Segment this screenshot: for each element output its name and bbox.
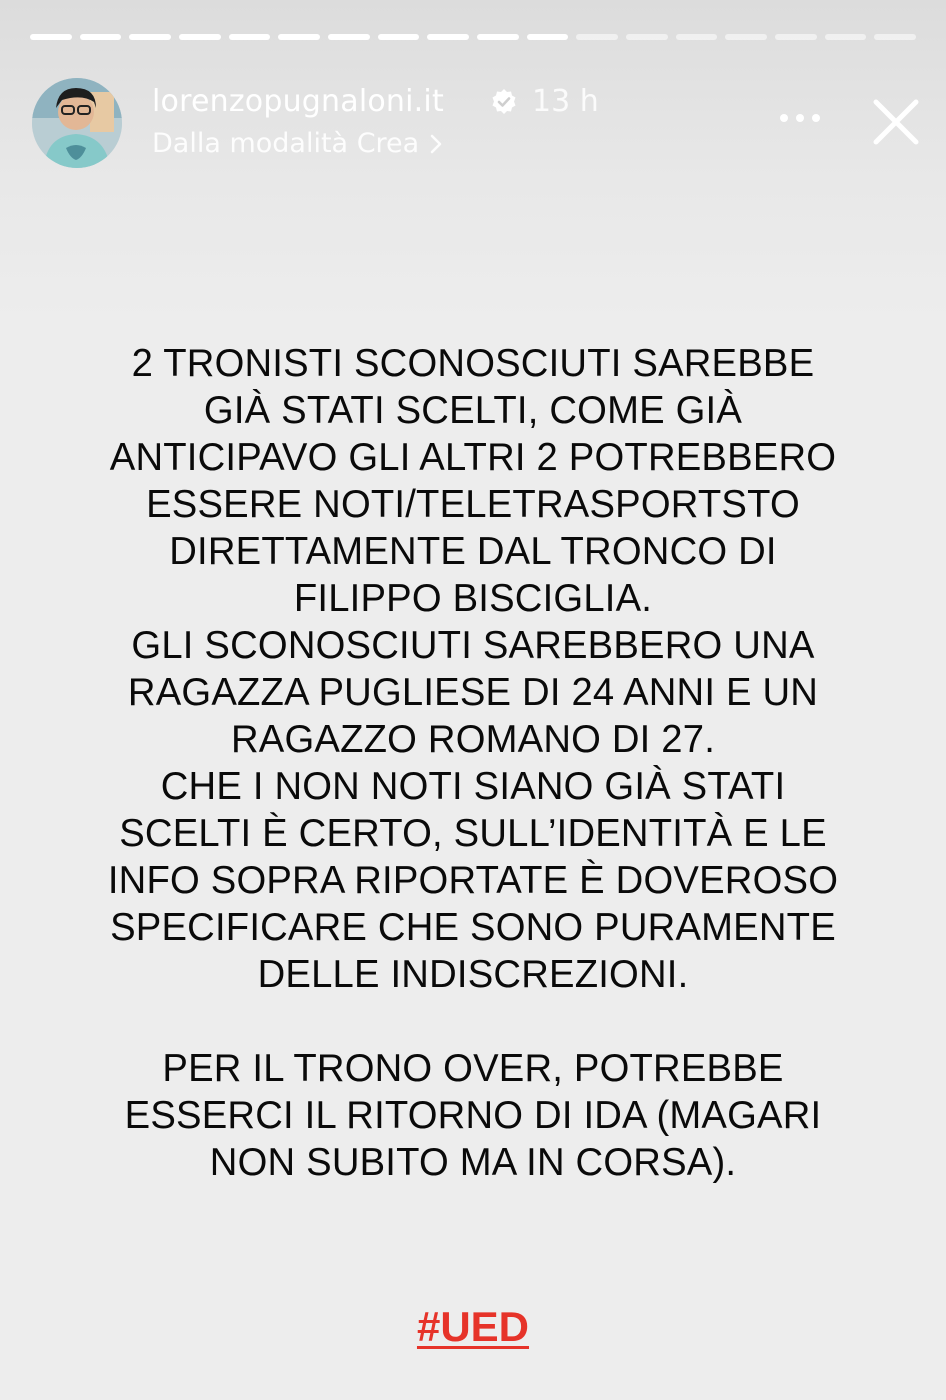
- progress-segment: [527, 34, 569, 40]
- progress-segment: [328, 34, 370, 40]
- story-header: [32, 78, 922, 168]
- progress-segment: [477, 34, 519, 40]
- progress-segment: [626, 34, 668, 40]
- story-timestamp: 13 h: [532, 84, 599, 119]
- progress-segment: [775, 34, 817, 40]
- progress-segment: [825, 34, 867, 40]
- progress-segment: [80, 34, 122, 40]
- story-text-line: GIÀ STATI SCELTI, COME GIÀ: [203, 389, 743, 432]
- chevron-right-icon: [429, 133, 443, 155]
- story-text-line: SPECIFICARE CHE SONO PURAMENTE: [110, 906, 836, 949]
- story-text-line: GLI SCONOSCIUTI SAREBBERO UNA: [131, 624, 815, 667]
- story-text-line: CHE I NON NOTI SIANO GIÀ STATI: [160, 765, 786, 808]
- more-options-icon[interactable]: [776, 108, 824, 128]
- story-progress-bar: [30, 34, 916, 40]
- story-text-line: RAGAZZO ROMANO DI 27.: [230, 718, 716, 761]
- line-spacer: [107, 998, 838, 1045]
- progress-segment: [427, 34, 469, 40]
- source-link[interactable]: [152, 128, 443, 159]
- story-text-line: DIRETTAMENTE DAL TRONCO DI: [169, 530, 777, 573]
- story-text-line: PER IL TRONO OVER, POTREBBE: [162, 1047, 784, 1090]
- progress-segment: [874, 34, 916, 40]
- story-text-line: SCELTI È CERTO, SULL’IDENTITÀ E LE: [119, 812, 827, 855]
- verified-badge-icon: [490, 88, 518, 116]
- story-text-line: DELLE INDISCREZIONI.: [257, 953, 689, 996]
- story-text-line: FILIPPO BISCIGLIA.: [293, 577, 653, 620]
- story-text-line: ESSERE NOTI/TELETRASPORTSTO: [146, 483, 800, 526]
- story-text-line: ANTICIPAVO GLI ALTRI 2 POTREBBERO: [109, 436, 837, 479]
- story-text-line: ESSERCI IL RITORNO DI IDA (MAGARI: [124, 1094, 822, 1137]
- close-icon[interactable]: [870, 96, 922, 148]
- progress-segment: [725, 34, 767, 40]
- profile-avatar[interactable]: [32, 78, 122, 168]
- progress-segment: [30, 34, 72, 40]
- progress-segment: [179, 34, 221, 40]
- source-label: Dalla modalità Crea: [152, 128, 420, 159]
- story-text-line: RAGAZZA PUGLIESE DI 24 ANNI E UN: [127, 671, 819, 714]
- story-text: [107, 340, 838, 1186]
- story-text-line: INFO SOPRA RIPORTATE È DOVEROSO: [107, 859, 839, 902]
- username[interactable]: lorenzopugnaloni.it: [152, 84, 444, 119]
- progress-segment: [278, 34, 320, 40]
- progress-segment: [378, 34, 420, 40]
- progress-segment: [676, 34, 718, 40]
- story-text-line: 2 TRONISTI SCONOSCIUTI SAREBBE: [131, 342, 815, 385]
- progress-segment: [576, 34, 618, 40]
- story-text-line: NON SUBITO MA IN CORSA).: [209, 1141, 737, 1184]
- progress-segment: [229, 34, 271, 40]
- hashtag-link[interactable]: #UED: [416, 1303, 530, 1350]
- progress-segment: [129, 34, 171, 40]
